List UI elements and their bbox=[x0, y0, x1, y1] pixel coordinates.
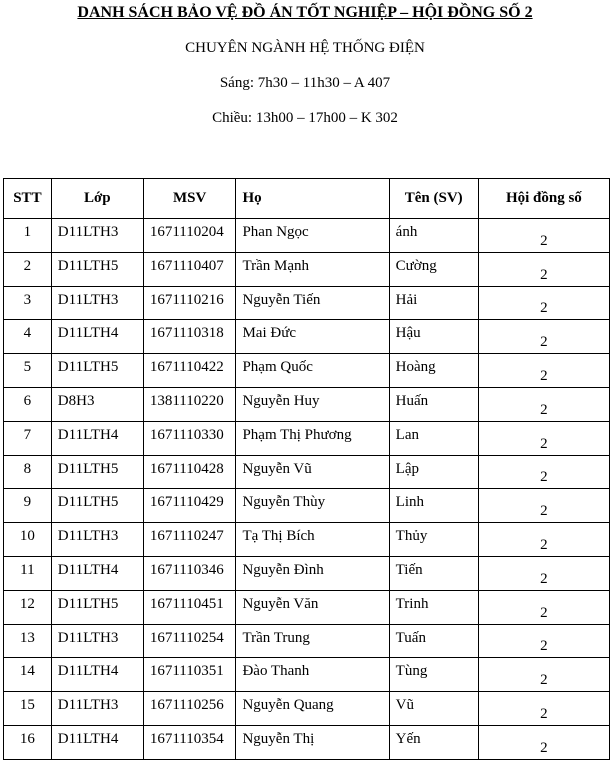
table-header-row bbox=[4, 179, 610, 219]
row-class: D11LTH4 bbox=[51, 421, 143, 455]
row-student-id: 1671110247 bbox=[143, 523, 236, 557]
row-surname: Nguyễn Thùy bbox=[236, 489, 389, 523]
row-student-id: 1381110220 bbox=[143, 387, 236, 421]
row-class: D11LTH3 bbox=[51, 286, 143, 320]
major-line: CHUYÊN NGÀNH HỆ THỐNG ĐIỆN bbox=[185, 40, 425, 56]
row-given-name: Linh bbox=[389, 489, 478, 523]
row-student-id: 1671110330 bbox=[143, 421, 236, 455]
row-surname: Mai Đức bbox=[236, 320, 389, 354]
row-student-id: 1671110351 bbox=[143, 658, 236, 692]
row-class: D11LTH5 bbox=[51, 590, 143, 624]
row-stt: 9 bbox=[4, 489, 52, 523]
row-surname: Nguyễn Văn bbox=[236, 590, 389, 624]
table-row bbox=[4, 624, 610, 658]
row-given-name: Huấn bbox=[389, 387, 478, 421]
header-class: Lớp bbox=[51, 179, 143, 219]
row-stt: 4 bbox=[4, 320, 52, 354]
row-student-id: 1671110254 bbox=[143, 624, 236, 658]
row-given-name: Thủy bbox=[389, 523, 478, 557]
row-surname: Trần Trung bbox=[236, 624, 389, 658]
row-council: 2 bbox=[478, 320, 609, 354]
row-class: D8H3 bbox=[51, 387, 143, 421]
row-class: D11LTH3 bbox=[51, 692, 143, 726]
table-row bbox=[4, 523, 610, 557]
row-stt: 16 bbox=[4, 725, 52, 759]
header-council: Hội đồng số bbox=[478, 179, 609, 219]
row-student-id: 1671110428 bbox=[143, 455, 236, 489]
row-council: 2 bbox=[478, 590, 609, 624]
header-surname: Họ bbox=[236, 179, 389, 219]
row-class: D11LTH4 bbox=[51, 320, 143, 354]
row-given-name: Hậu bbox=[389, 320, 478, 354]
row-class: D11LTH5 bbox=[51, 489, 143, 523]
row-stt: 5 bbox=[4, 354, 52, 388]
document-title: DANH SÁCH BẢO VỆ ĐỒ ÁN TỐT NGHIỆP – HỘI ĐỒNG SỐ 2 bbox=[77, 4, 533, 21]
row-surname: Phan Ngọc bbox=[236, 219, 389, 253]
row-surname: Nguyễn Tiến bbox=[236, 286, 389, 320]
morning-schedule: Sáng: 7h30 – 11h30 – A 407 bbox=[219, 75, 391, 91]
header-given-name: Tên (SV) bbox=[389, 179, 478, 219]
row-student-id: 1671110216 bbox=[143, 286, 236, 320]
row-class: D11LTH5 bbox=[51, 354, 143, 388]
row-stt: 11 bbox=[4, 556, 52, 590]
row-stt: 10 bbox=[4, 523, 52, 557]
table-row bbox=[4, 219, 610, 253]
row-given-name: Cường bbox=[389, 252, 478, 286]
row-council: 2 bbox=[478, 286, 609, 320]
row-class: D11LTH4 bbox=[51, 556, 143, 590]
row-student-id: 1671110346 bbox=[143, 556, 236, 590]
row-council: 2 bbox=[478, 252, 609, 286]
row-surname: Trần Mạnh bbox=[236, 252, 389, 286]
row-stt: 2 bbox=[4, 252, 52, 286]
row-stt: 7 bbox=[4, 421, 52, 455]
row-surname: Phạm Thị Phương bbox=[236, 421, 389, 455]
row-surname: Nguyễn Vũ bbox=[236, 455, 389, 489]
header-stt: STT bbox=[4, 179, 52, 219]
row-surname: Phạm Quốc bbox=[236, 354, 389, 388]
row-class: D11LTH4 bbox=[51, 725, 143, 759]
table-row bbox=[4, 725, 610, 759]
row-stt: 3 bbox=[4, 286, 52, 320]
row-council: 2 bbox=[478, 692, 609, 726]
row-council: 2 bbox=[478, 725, 609, 759]
row-council: 2 bbox=[478, 624, 609, 658]
table-body bbox=[4, 219, 610, 760]
row-student-id: 1671110422 bbox=[143, 354, 236, 388]
student-table bbox=[3, 178, 610, 760]
row-surname: Nguyễn Thị bbox=[236, 725, 389, 759]
table-row bbox=[4, 387, 610, 421]
row-council: 2 bbox=[478, 354, 609, 388]
row-council: 2 bbox=[478, 455, 609, 489]
row-class: D11LTH3 bbox=[51, 624, 143, 658]
row-council: 2 bbox=[478, 219, 609, 253]
table-row bbox=[4, 252, 610, 286]
table-row bbox=[4, 590, 610, 624]
table-row bbox=[4, 692, 610, 726]
row-given-name: Hải bbox=[389, 286, 478, 320]
row-class: D11LTH3 bbox=[51, 219, 143, 253]
row-class: D11LTH3 bbox=[51, 523, 143, 557]
row-given-name: Tiến bbox=[389, 556, 478, 590]
row-surname: Đào Thanh bbox=[236, 658, 389, 692]
row-given-name: ánh bbox=[389, 219, 478, 253]
row-council: 2 bbox=[478, 658, 609, 692]
table-row bbox=[4, 320, 610, 354]
row-stt: 15 bbox=[4, 692, 52, 726]
table-row bbox=[4, 286, 610, 320]
row-surname: Nguyễn Huy bbox=[236, 387, 389, 421]
row-surname: Nguyễn Quang bbox=[236, 692, 389, 726]
row-student-id: 1671110318 bbox=[143, 320, 236, 354]
row-given-name: Trinh bbox=[389, 590, 478, 624]
table-row bbox=[4, 489, 610, 523]
row-class: D11LTH5 bbox=[51, 455, 143, 489]
row-stt: 14 bbox=[4, 658, 52, 692]
row-student-id: 1671110256 bbox=[143, 692, 236, 726]
afternoon-schedule: Chiều: 13h00 – 17h00 – K 302 bbox=[212, 110, 398, 126]
row-council: 2 bbox=[478, 387, 609, 421]
row-stt: 8 bbox=[4, 455, 52, 489]
header-student-id: MSV bbox=[143, 179, 236, 219]
table-row bbox=[4, 556, 610, 590]
row-surname: Nguyễn Đình bbox=[236, 556, 389, 590]
row-student-id: 1671110429 bbox=[143, 489, 236, 523]
row-student-id: 1671110407 bbox=[143, 252, 236, 286]
row-stt: 6 bbox=[4, 387, 52, 421]
row-class: D11LTH5 bbox=[51, 252, 143, 286]
row-council: 2 bbox=[478, 523, 609, 557]
table-row bbox=[4, 658, 610, 692]
row-given-name: Yến bbox=[389, 725, 478, 759]
row-given-name: Tùng bbox=[389, 658, 478, 692]
row-given-name: Tuấn bbox=[389, 624, 478, 658]
row-council: 2 bbox=[478, 489, 609, 523]
row-given-name: Lan bbox=[389, 421, 478, 455]
row-class: D11LTH4 bbox=[51, 658, 143, 692]
table-row bbox=[4, 421, 610, 455]
row-council: 2 bbox=[478, 421, 609, 455]
row-council: 2 bbox=[478, 556, 609, 590]
row-given-name: Lập bbox=[389, 455, 478, 489]
row-student-id: 1671110204 bbox=[143, 219, 236, 253]
table-row bbox=[4, 455, 610, 489]
row-stt: 12 bbox=[4, 590, 52, 624]
table-row bbox=[4, 354, 610, 388]
row-given-name: Vũ bbox=[389, 692, 478, 726]
row-student-id: 1671110451 bbox=[143, 590, 236, 624]
row-surname: Tạ Thị Bích bbox=[236, 523, 389, 557]
row-student-id: 1671110354 bbox=[143, 725, 236, 759]
row-stt: 13 bbox=[4, 624, 52, 658]
row-stt: 1 bbox=[4, 219, 52, 253]
row-given-name: Hoàng bbox=[389, 354, 478, 388]
